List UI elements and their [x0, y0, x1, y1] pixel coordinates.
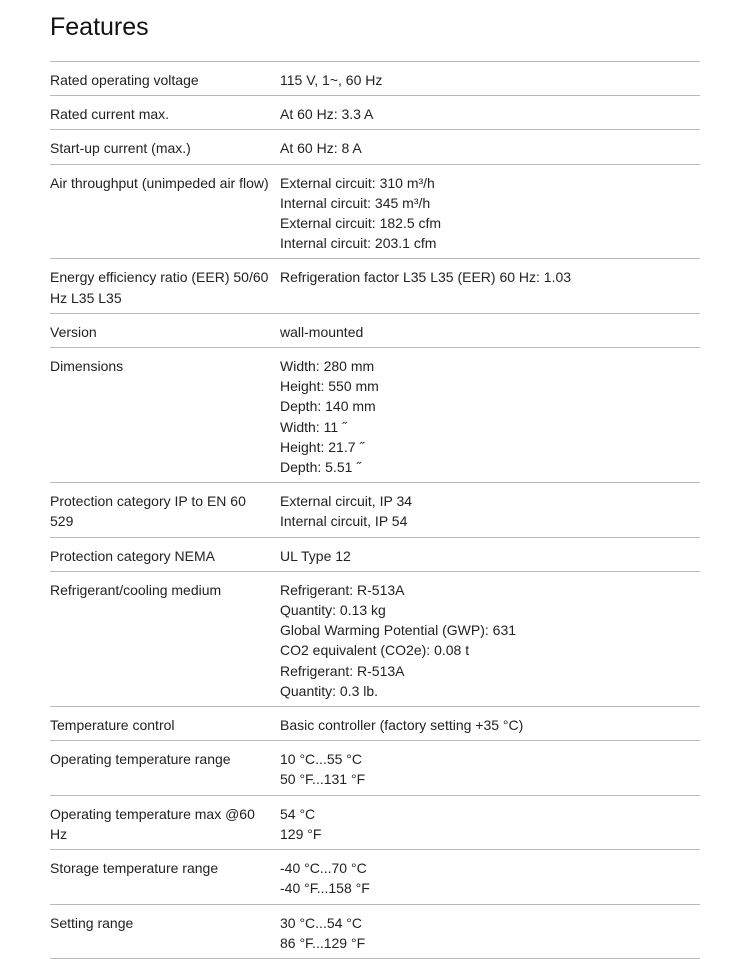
table-row — [50, 483, 700, 537]
row-value: At 60 Hz: 3.3 A — [280, 106, 374, 123]
row-value: 54 °C — [280, 805, 316, 822]
row-value: -40 °F...158 °F — [280, 880, 370, 897]
row-values — [280, 580, 700, 701]
row-value: 50 °F...131 °F — [280, 771, 366, 788]
row-values — [280, 804, 700, 844]
row-value: Global Warming Potential (GWP): 631 — [280, 622, 517, 639]
row-value: 129 °F — [280, 825, 322, 842]
row-value: 86 °F...129 °F — [280, 934, 366, 951]
row-values — [280, 322, 700, 342]
row-values — [280, 138, 700, 158]
row-label: Air throughput (unimpeded air flow) — [50, 174, 269, 191]
row-value: Width: 11 ˝ — [280, 418, 347, 435]
row-label: Operating temperature range — [50, 751, 231, 768]
table-row — [50, 572, 700, 707]
row-value: 115 V, 1~, 60 Hz — [280, 72, 383, 88]
table-row — [50, 348, 700, 483]
row-label: Energy efficiency ratio (EER) 50/60 Hz L35 L35 — [50, 269, 269, 306]
table-row — [50, 905, 700, 959]
row-label: Refrigerant/cooling medium — [50, 581, 222, 598]
row-value: Basic controller (factory setting +35 °C) — [280, 717, 524, 734]
row-values — [280, 491, 700, 531]
row-value: Refrigeration factor L35 L35 (EER) 60 Hz: 1.03 — [280, 269, 572, 286]
page-title: Features — [50, 13, 149, 41]
row-values — [280, 267, 700, 307]
row-value: Depth: 140 mm — [280, 398, 376, 415]
table-row — [50, 314, 700, 348]
row-values — [280, 715, 700, 735]
table-row — [50, 259, 700, 313]
table-row — [50, 165, 700, 260]
row-value: 10 °C...55 °C — [280, 751, 363, 768]
row-label: Rated current max. — [50, 106, 170, 123]
row-label: Setting range — [50, 914, 134, 931]
row-value: Height: 550 mm — [280, 378, 379, 395]
row-value: wall-mounted — [280, 323, 364, 340]
row-label: Rated operating voltage — [50, 72, 199, 88]
row-value: UL Type 12 — [280, 547, 351, 564]
features-table — [50, 61, 700, 959]
row-label: Temperature control — [50, 717, 175, 734]
row-value: External circuit, IP 34 — [280, 493, 413, 510]
table-row — [50, 850, 700, 904]
table-row — [50, 96, 700, 130]
row-value: Height: 21.7 ˝ — [280, 438, 365, 455]
row-values — [280, 749, 700, 789]
row-value: Quantity: 0.3 lb. — [280, 682, 379, 699]
row-values — [280, 356, 700, 477]
row-value: Internal circuit, IP 54 — [280, 513, 408, 530]
row-label: Operating temperature max @60 Hz — [50, 805, 255, 842]
row-value: Quantity: 0.13 kg — [280, 602, 386, 619]
row-values — [280, 546, 700, 566]
row-values — [280, 70, 700, 90]
row-value: Depth: 5.51 ˝ — [280, 459, 361, 476]
table-row — [50, 62, 700, 96]
table-row — [50, 741, 700, 795]
row-value: At 60 Hz: 8 A — [280, 140, 362, 157]
table-row — [50, 538, 700, 572]
row-values — [280, 858, 700, 898]
row-value: Width: 280 mm — [280, 358, 375, 375]
table-row — [50, 796, 700, 850]
row-values — [280, 104, 700, 124]
row-value: External circuit: 182.5 cfm — [280, 215, 442, 232]
row-label: Storage temperature range — [50, 860, 219, 877]
row-values — [280, 913, 700, 953]
row-value: Refrigerant: R-513A — [280, 581, 405, 598]
row-label: Dimensions — [50, 358, 124, 375]
row-value: CO2 equivalent (CO2e): 0.08 t — [280, 642, 470, 659]
row-value: -40 °C...70 °C — [280, 860, 367, 877]
row-value: Internal circuit: 203.1 cfm — [280, 235, 437, 252]
row-label: Protection category IP to EN 60 529 — [50, 493, 246, 530]
row-label: Version — [50, 323, 97, 340]
row-value: Refrigerant: R-513A — [280, 662, 405, 679]
row-value: Internal circuit: 345 m³/h — [280, 194, 431, 211]
row-label: Protection category NEMA — [50, 547, 215, 564]
table-row — [50, 707, 700, 741]
row-values — [280, 173, 700, 254]
row-label: Start-up current (max.) — [50, 140, 191, 157]
row-value: 30 °C...54 °C — [280, 914, 363, 931]
row-value: External circuit: 310 m³/h — [280, 174, 435, 191]
table-row — [50, 130, 700, 164]
